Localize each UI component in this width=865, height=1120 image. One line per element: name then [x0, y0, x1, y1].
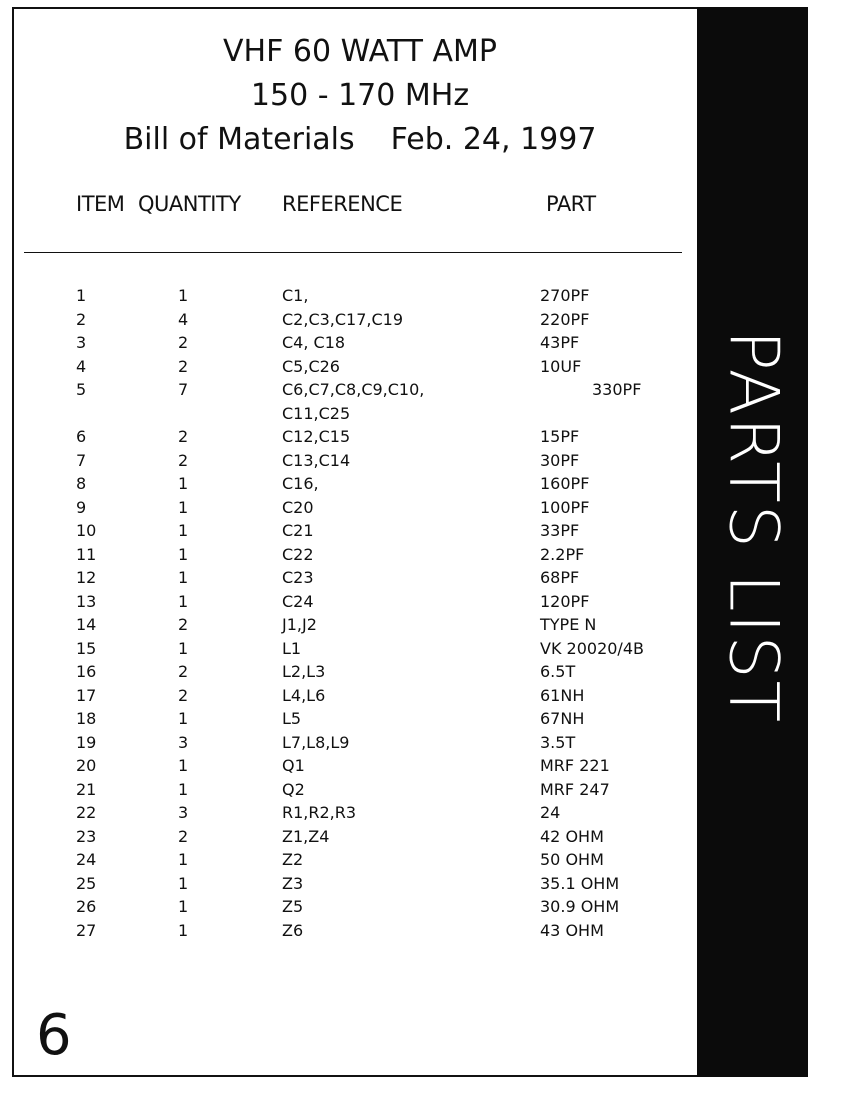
document-date: Feb. 24, 1997 — [390, 122, 597, 157]
item-number: 1 — [76, 286, 87, 305]
reference-line: C6,C7,C8,C9,C10, — [282, 380, 425, 399]
reference-value — [282, 543, 314, 567]
item-number: 17 — [76, 685, 97, 705]
reference-value — [282, 472, 319, 496]
item-number: 7 — [76, 450, 87, 470]
reference-line: C23 — [282, 568, 314, 587]
title-line-2: 150 - 170 MHz — [250, 78, 470, 113]
item-number: 23 — [76, 826, 97, 846]
quantity-value: 1 — [178, 474, 189, 493]
part-value: 68PF — [540, 568, 580, 587]
quantity-value: 1 — [178, 756, 189, 775]
reference-value — [282, 684, 325, 708]
item-number: 3 — [76, 333, 87, 352]
part-value: MRF 221 — [540, 756, 610, 775]
part-value: 42 OHM — [540, 826, 604, 846]
reference-line: Z3 — [282, 873, 304, 893]
quantity-value: 1 — [178, 286, 189, 305]
title-line-1: VHF 60 WATT AMP — [223, 34, 497, 69]
reference-line: C4, C18 — [282, 333, 346, 352]
quantity-value: 2 — [178, 450, 189, 470]
part-value: 35.1 OHM — [540, 873, 620, 893]
part-value: 33PF — [540, 521, 580, 540]
item-number: 6 — [76, 427, 87, 446]
part-value: MRF 247 — [540, 779, 610, 799]
quantity-value: 2 — [178, 427, 189, 446]
item-number: 10 — [76, 521, 97, 540]
quantity-value: 1 — [178, 873, 189, 893]
part-value: 120PF — [540, 591, 590, 611]
reference-line: C24 — [282, 591, 314, 611]
table-row — [0, 355, 697, 379]
quantity-value: 1 — [178, 497, 189, 517]
table-row — [0, 331, 697, 355]
reference-value — [282, 331, 345, 355]
reference-value — [282, 872, 303, 896]
quantity-value: 1 — [178, 709, 189, 728]
part-value: 61NH — [540, 685, 585, 705]
quantity-value: 1 — [178, 568, 189, 587]
table-row — [0, 707, 697, 731]
table-row — [0, 895, 697, 919]
reference-value — [282, 848, 303, 872]
item-number: 21 — [76, 779, 97, 799]
page-number: 6 — [36, 1003, 72, 1068]
table-row — [0, 566, 697, 590]
item-number: 11 — [76, 544, 97, 564]
item-number: 2 — [76, 309, 87, 329]
item-number: 26 — [76, 897, 97, 916]
table-row — [0, 449, 697, 473]
reference-value — [282, 566, 314, 590]
table-row — [0, 848, 697, 872]
reference-line: C22 — [282, 544, 314, 564]
reference-line: L2,L3 — [282, 662, 326, 681]
item-number: 25 — [76, 873, 97, 893]
quantity-value: 1 — [178, 897, 189, 916]
part-value: 6.5T — [540, 662, 576, 681]
part-value: 50 OHM — [540, 850, 604, 869]
parts-table — [0, 284, 697, 942]
reference-line: Z2 — [282, 850, 304, 869]
part-value: 43PF — [540, 333, 580, 352]
table-row — [0, 378, 697, 425]
reference-line: L1 — [282, 638, 302, 658]
quantity-value: 2 — [178, 356, 189, 376]
part-value: 30.9 OHM — [540, 897, 620, 916]
table-row — [0, 543, 697, 567]
reference-line: Q1 — [282, 756, 305, 775]
table-row — [0, 425, 697, 449]
bill-of-materials-label: Bill of Materials — [123, 122, 355, 157]
part-value: 30PF — [540, 450, 580, 470]
item-number: 16 — [76, 662, 97, 681]
item-number: 27 — [76, 920, 97, 940]
table-row — [0, 801, 697, 825]
table-row — [0, 872, 697, 896]
quantity-value: 1 — [178, 779, 189, 799]
table-row — [0, 519, 697, 543]
part-value: 270PF — [540, 286, 590, 305]
item-number: 14 — [76, 615, 97, 634]
table-row — [0, 284, 697, 308]
part-value: 100PF — [540, 497, 590, 517]
quantity-value: 2 — [178, 685, 189, 705]
reference-line: Z6 — [282, 920, 304, 940]
reference-value — [282, 519, 314, 543]
quantity-value: 1 — [178, 850, 189, 869]
reference-line: Q2 — [282, 779, 305, 799]
item-number: 12 — [76, 568, 97, 587]
reference-value — [282, 731, 349, 755]
reference-line: Z5 — [282, 897, 304, 916]
reference-value — [282, 801, 356, 825]
reference-value — [282, 378, 424, 425]
reference-value — [282, 613, 317, 637]
item-number: 22 — [76, 803, 97, 822]
quantity-value: 1 — [178, 638, 189, 658]
reference-value — [282, 284, 308, 308]
reference-line: L7,L8,L9 — [282, 732, 350, 752]
reference-value — [282, 919, 303, 943]
column-header-reference: REFERENCE — [282, 192, 403, 216]
reference-value — [282, 660, 325, 684]
part-value: 43 OHM — [540, 920, 604, 940]
table-row — [0, 660, 697, 684]
reference-value — [282, 590, 314, 614]
item-number: 13 — [76, 591, 97, 611]
part-value: 2.2PF — [540, 544, 585, 564]
part-value: 3.5T — [540, 732, 576, 752]
item-number: 8 — [76, 474, 87, 493]
header-divider — [24, 252, 682, 253]
reference-value — [282, 754, 305, 778]
table-row — [0, 496, 697, 520]
reference-value — [282, 355, 340, 379]
reference-value — [282, 308, 403, 332]
part-value: 67NH — [540, 709, 585, 728]
reference-line: C12,C15 — [282, 427, 351, 446]
side-tab-label: PARTS LIST — [713, 329, 792, 725]
reference-line: R1,R2,R3 — [282, 803, 357, 822]
table-row — [0, 731, 697, 755]
item-number: 24 — [76, 850, 97, 869]
part-value: 24 — [540, 803, 561, 822]
quantity-value: 2 — [178, 662, 189, 681]
reference-line: Z1,Z4 — [282, 826, 330, 846]
table-row — [0, 778, 697, 802]
quantity-value: 7 — [178, 380, 189, 399]
quantity-value: 1 — [178, 521, 189, 540]
reference-line: C5,C26 — [282, 356, 340, 376]
reference-value — [282, 425, 350, 449]
quantity-value: 1 — [178, 591, 189, 611]
column-header-quantity: QUANTITY — [138, 192, 241, 216]
reference-line: J1,J2 — [282, 615, 317, 634]
title-line-3 — [40, 118, 680, 162]
reference-value — [282, 825, 329, 849]
quantity-value: 2 — [178, 333, 189, 352]
table-row — [0, 754, 697, 778]
quantity-value: 3 — [178, 732, 189, 752]
part-value: VK 20020/4B — [540, 638, 644, 658]
table-row — [0, 684, 697, 708]
quantity-value: 2 — [178, 826, 189, 846]
item-number: 5 — [76, 380, 87, 399]
reference-value — [282, 778, 305, 802]
part-value: TYPE N — [540, 615, 597, 634]
reference-line: L4,L6 — [282, 685, 326, 705]
part-value: 10UF — [540, 356, 582, 376]
item-number: 18 — [76, 709, 97, 728]
table-row — [0, 637, 697, 661]
reference-line: C20 — [282, 497, 314, 517]
reference-value — [282, 707, 301, 731]
item-number: 15 — [76, 638, 97, 658]
table-row — [0, 919, 697, 943]
part-value: 220PF — [540, 309, 590, 329]
quantity-value: 2 — [178, 615, 189, 634]
item-number: 9 — [76, 497, 87, 517]
reference-value — [282, 496, 314, 520]
reference-line: C1, — [282, 286, 309, 305]
quantity-value: 1 — [178, 920, 189, 940]
reference-line: C16, — [282, 474, 319, 493]
reference-line: L5 — [282, 709, 302, 728]
quantity-value: 4 — [178, 309, 189, 329]
side-tab — [697, 7, 808, 1077]
reference-value — [282, 637, 301, 661]
column-header-part: PART — [546, 192, 596, 216]
reference-line-continued: C11,C25 — [282, 403, 351, 423]
document-title — [40, 30, 680, 162]
quantity-value: 3 — [178, 803, 189, 822]
column-header-item: ITEM — [76, 192, 125, 216]
part-value: 330PF — [592, 380, 642, 399]
table-row — [0, 590, 697, 614]
reference-value — [282, 895, 303, 919]
part-value: 15PF — [540, 427, 580, 446]
reference-value — [282, 449, 350, 473]
table-row — [0, 825, 697, 849]
part-value: 160PF — [540, 474, 590, 493]
table-row — [0, 308, 697, 332]
item-number: 19 — [76, 732, 97, 752]
reference-line: C21 — [282, 521, 314, 540]
reference-line: C2,C3,C17,C19 — [282, 309, 404, 329]
table-row — [0, 613, 697, 637]
reference-line: C13,C14 — [282, 450, 351, 470]
table-row — [0, 472, 697, 496]
item-number: 20 — [76, 756, 97, 775]
item-number: 4 — [76, 356, 87, 376]
quantity-value: 1 — [178, 544, 189, 564]
